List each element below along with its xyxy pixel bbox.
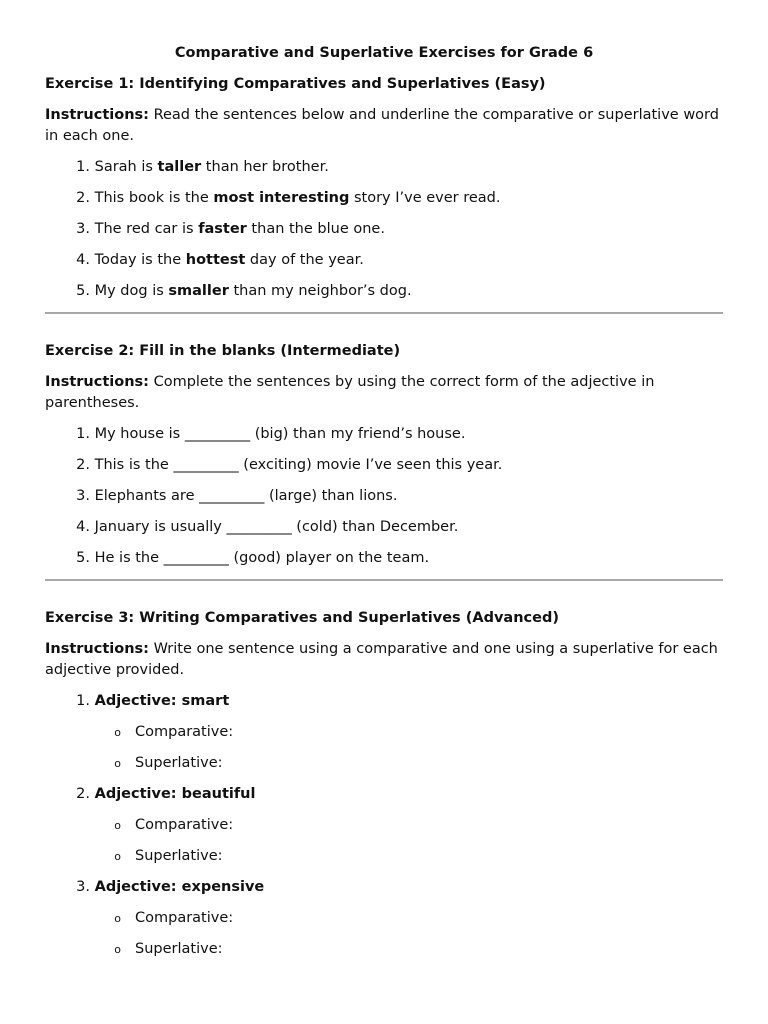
circle-bullet-icon: o [114, 757, 121, 770]
item-text-pre: My dog is [94, 283, 169, 299]
item-text-pre: Today is the [94, 252, 186, 268]
comparative-label: Comparative: [135, 817, 234, 833]
adjective-label: Adjective: smart [94, 693, 230, 709]
exercise-1-heading: Exercise 1: Identifying Comparatives and Superlatives (Easy) [45, 76, 546, 92]
fill-blank-sentence: This is the _________ (exciting) movie I’ve seen this year. [94, 457, 503, 473]
item-keyword: taller [157, 159, 202, 175]
item-text [90, 281, 412, 302]
comparative-label: Comparative: [135, 724, 234, 740]
list-item [45, 691, 723, 774]
item-text [90, 548, 429, 569]
item-text-pre: This book is the [94, 190, 214, 206]
fill-blank-sentence: He is the _________ (good) player on the team. [94, 550, 430, 566]
item-text-post: than the blue one. [246, 221, 385, 237]
list-item [45, 455, 723, 476]
exercise-3-list [45, 691, 723, 960]
item-text [90, 486, 397, 507]
item-number: 3. [76, 879, 90, 895]
item-number: 3. [76, 488, 90, 504]
comparative-label: Comparative: [135, 910, 234, 926]
item-text-post: than her brother. [201, 159, 329, 175]
item-text-post: day of the year. [245, 252, 364, 268]
item-number: 5. [76, 550, 90, 566]
item-keyword: faster [198, 221, 247, 237]
list-item [45, 877, 723, 960]
list-item [45, 250, 723, 271]
circle-bullet-icon: o [114, 819, 121, 832]
superlative-label: Superlative: [135, 755, 223, 771]
item-number: 4. [76, 519, 90, 535]
list-item [45, 219, 723, 240]
instructions-text: Write one sentence using a comparative and one using a superlative for each adjective provided. [45, 641, 718, 678]
item-number: 1. [76, 693, 90, 709]
section-divider [45, 312, 723, 314]
item-text [90, 250, 364, 271]
list-item [45, 157, 723, 178]
instructions-text: Complete the sentences by using the correct form of the adjective in parentheses. [45, 374, 655, 411]
instructions-label: Instructions: [45, 374, 149, 390]
item-number: 1. [76, 426, 90, 442]
item-number: 2. [76, 457, 90, 473]
superlative-label: Superlative: [135, 941, 223, 957]
item-text [90, 877, 264, 898]
exercise-2-heading: Exercise 2: Fill in the blanks (Intermediate) [45, 343, 401, 359]
instructions-label: Instructions: [45, 107, 149, 123]
adjective-label: Adjective: beautiful [94, 786, 256, 802]
item-text [90, 784, 255, 805]
fill-blank-sentence: January is usually _________ (cold) than December. [94, 519, 459, 535]
exercise-3-instructions [45, 639, 723, 681]
sub-item [45, 908, 723, 929]
circle-bullet-icon: o [114, 912, 121, 925]
list-item [45, 424, 723, 445]
item-number: 1. [76, 159, 90, 175]
exercise-2-list [45, 424, 723, 569]
instructions-text: Read the sentences below and underline the comparative or superlative word in each one. [45, 107, 719, 144]
list-item [45, 188, 723, 209]
sub-item [45, 939, 723, 960]
circle-bullet-icon: o [114, 726, 121, 739]
list-item [45, 517, 723, 538]
exercise-3-heading: Exercise 3: Writing Comparatives and Superlatives (Advanced) [45, 610, 559, 626]
item-number: 2. [76, 786, 90, 802]
item-text-pre: Sarah is [94, 159, 158, 175]
exercise-1-list [45, 157, 723, 302]
item-number: 2. [76, 190, 90, 206]
sub-list [45, 815, 723, 867]
document-title: Comparative and Superlative Exercises for Grade 6 [174, 45, 594, 61]
sub-item [45, 722, 723, 743]
circle-bullet-icon: o [114, 850, 121, 863]
item-number: 4. [76, 252, 90, 268]
section-divider [45, 579, 723, 581]
sub-item [45, 815, 723, 836]
sub-item [45, 846, 723, 867]
item-text [90, 455, 502, 476]
exercise-1-instructions [45, 105, 723, 147]
list-item [45, 784, 723, 867]
list-item [45, 548, 723, 569]
item-number: 3. [76, 221, 90, 237]
item-text [90, 188, 501, 209]
item-text-post: than my neighbor’s dog. [228, 283, 412, 299]
item-text-pre: The red car is [94, 221, 199, 237]
item-text [90, 157, 329, 178]
sub-list [45, 722, 723, 774]
sub-item [45, 753, 723, 774]
item-text [90, 517, 458, 538]
adjective-label: Adjective: expensive [94, 879, 265, 895]
item-keyword: hottest [185, 252, 246, 268]
item-text [90, 424, 465, 445]
instructions-label: Instructions: [45, 641, 149, 657]
sub-list [45, 908, 723, 960]
item-text [90, 691, 229, 712]
item-text [90, 219, 385, 240]
item-text-post: story I’ve ever read. [349, 190, 501, 206]
item-keyword: most interesting [213, 190, 350, 206]
item-number: 5. [76, 283, 90, 299]
fill-blank-sentence: Elephants are _________ (large) than lions. [94, 488, 398, 504]
fill-blank-sentence: My house is _________ (big) than my friend’s house. [94, 426, 466, 442]
list-item [45, 486, 723, 507]
list-item [45, 281, 723, 302]
exercise-2-instructions [45, 372, 723, 414]
circle-bullet-icon: o [114, 943, 121, 956]
superlative-label: Superlative: [135, 848, 223, 864]
item-keyword: smaller [168, 283, 229, 299]
